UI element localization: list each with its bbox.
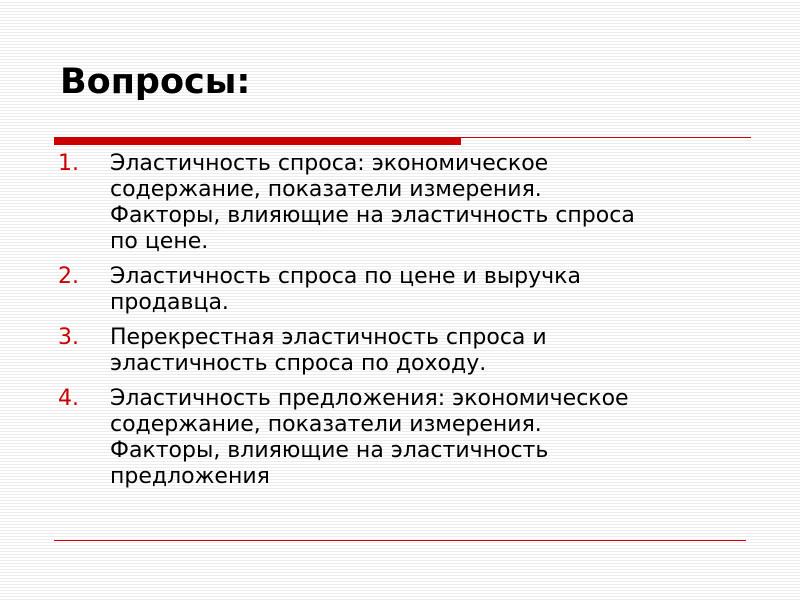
slide-title: Вопросы: [60,62,251,102]
list-item-number: 2. [58,264,79,289]
list-item-text: Перекрестная эластичность спроса и эластичность спроса по доходу. [110,325,547,376]
list-item-text: Эластичность предложения: экономическое содержание, показатели измерения. Факторы, влияющие на эластичность предложения [110,386,629,489]
footer-rule [54,540,746,541]
list-item-text: Эластичность спроса по цене и выручка продавца. [110,264,581,315]
list-item-number: 1. [58,151,79,176]
list-item [0,386,800,490]
list-item-number: 3. [58,325,79,350]
list-item-number: 4. [58,386,79,411]
question-list [0,151,800,499]
list-item-text: Эластичность спроса: экономическое содержание, показатели измерения. Факторы, влияющие на эластичность спроса по цене. [110,151,635,254]
title-underline-thick [54,137,461,145]
list-item [0,264,800,316]
list-item [0,325,800,377]
list-item [0,151,800,255]
title-underline-thin [461,137,751,138]
